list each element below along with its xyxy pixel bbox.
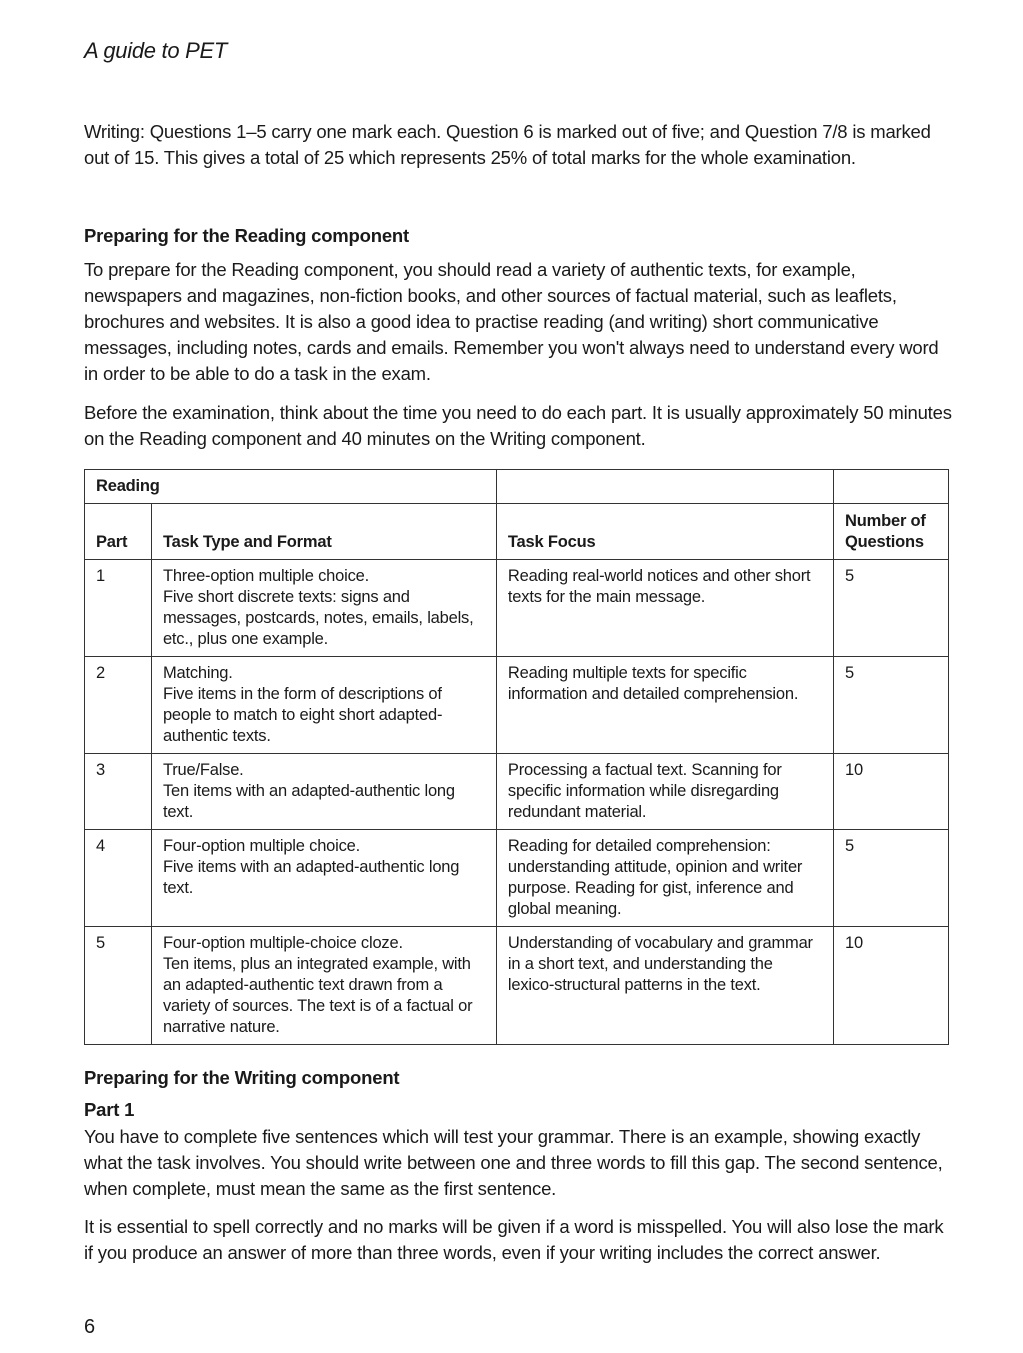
writing-part-1-heading: Part 1 [84,1099,135,1120]
header-task-focus: Task Focus [496,504,833,560]
task-type-body: Five items with an adapted-authentic long text. [162,858,460,897]
header-num-questions [834,504,949,560]
task-type-title: Three-option multiple choice. [162,567,369,585]
task-type-title: True/False. [162,761,244,779]
reading-paragraph-1: To prepare for the Reading component, you should read a variety of authentic texts, for example, newspapers and magazines, non-fiction books, and other sources of factual material, such as leaflets, brochures and websites. It is also a good idea to practise reading (and writing) short communicative messages, including notes, cards and emails. Remember you won't always need to understand every word in order to be able to do a task in the exam. [84,259,939,384]
table-title: Reading [85,470,497,504]
table-title-empty-cell [834,470,949,504]
cell-task-focus: Reading multiple texts for specific information and detailed comprehension. [496,657,833,754]
table-row [85,927,949,1045]
cell-task-type [151,560,496,657]
task-type-body: Five items in the form of descriptions of people to match to eight short adapted-authentic texts. [162,685,443,745]
cell-part: 4 [85,830,152,927]
cell-task-focus: Reading real-world notices and other short texts for the main message. [496,560,833,657]
table-row [85,830,949,927]
cell-num-questions: 5 [834,560,949,657]
cell-num-questions: 5 [834,830,949,927]
header-num-line2: Questions [845,533,924,551]
page-number: 6 [84,1316,96,1338]
table-header-row [85,504,949,560]
cell-part: 5 [85,927,152,1045]
cell-task-focus: Understanding of vocabulary and grammar in a short text, and understanding the lexico-structural patterns in the text. [496,927,833,1045]
reading-paragraph-2: Before the examination, think about the time you need to do each part. It is usually approximately 50 minutes on the Reading component and 40 minutes on the Writing component. [84,402,952,449]
cell-part: 2 [85,657,152,754]
writing-paragraph-1: You have to complete five sentences which will test your grammar. There is an example, showing exactly what the task involves. You should write between one and three words to fill this gap. The second sentence, when complete, must mean the same as the first sentence. [84,1126,943,1199]
table-row [85,560,949,657]
cell-task-focus: Reading for detailed comprehension: understanding attitude, opinion and writer purpose. Reading for gist, inference and global meaning. [496,830,833,927]
task-type-body: Ten items, plus an integrated example, with an adapted-authentic text drawn from a variety of sources. The text is of a factual or narrative nature. [162,955,473,1036]
cell-task-type [151,754,496,830]
header-task-type: Task Type and Format [151,504,496,560]
cell-num-questions: 10 [834,927,949,1045]
cell-task-focus: Processing a factual text. Scanning for specific information while disregarding redundant material. [496,754,833,830]
table-title-empty-cell [496,470,833,504]
task-type-body: Five short discrete texts: signs and messages, postcards, notes, emails, labels, etc., plus one example. [162,588,474,648]
table-row [85,657,949,754]
table-row [85,754,949,830]
cell-num-questions: 5 [834,657,949,754]
reading-section-heading: Preparing for the Reading component [84,225,409,246]
writing-section-heading: Preparing for the Writing component [84,1067,400,1088]
cell-part: 3 [85,754,152,830]
cell-part: 1 [85,560,152,657]
table-title-row [85,470,949,504]
running-head: A guide to PET [84,38,227,63]
task-type-title: Four-option multiple-choice cloze. [162,934,403,952]
reading-table [84,469,949,1045]
header-part: Part [85,504,152,560]
task-type-title: Four-option multiple choice. [162,837,361,855]
task-type-body: Ten items with an adapted-authentic long text. [162,782,455,821]
writing-paragraph-2: It is essential to spell correctly and no marks will be given if a word is misspelled. You will also lose the mark if you produce an answer of more than three words, even if your writing includes the correct answer. [84,1216,944,1263]
cell-num-questions: 10 [834,754,949,830]
cell-task-type [151,657,496,754]
cell-task-type [151,927,496,1045]
header-num-line1: Number of [845,512,926,530]
task-type-title: Matching. [162,664,233,682]
intro-paragraph: Writing: Questions 1–5 carry one mark each. Question 6 is marked out of five; and Question 7/8 is marked out of 15. This gives a total of 25 which represents 25% of total marks for the whole examination. [84,121,931,168]
cell-task-type [151,830,496,927]
